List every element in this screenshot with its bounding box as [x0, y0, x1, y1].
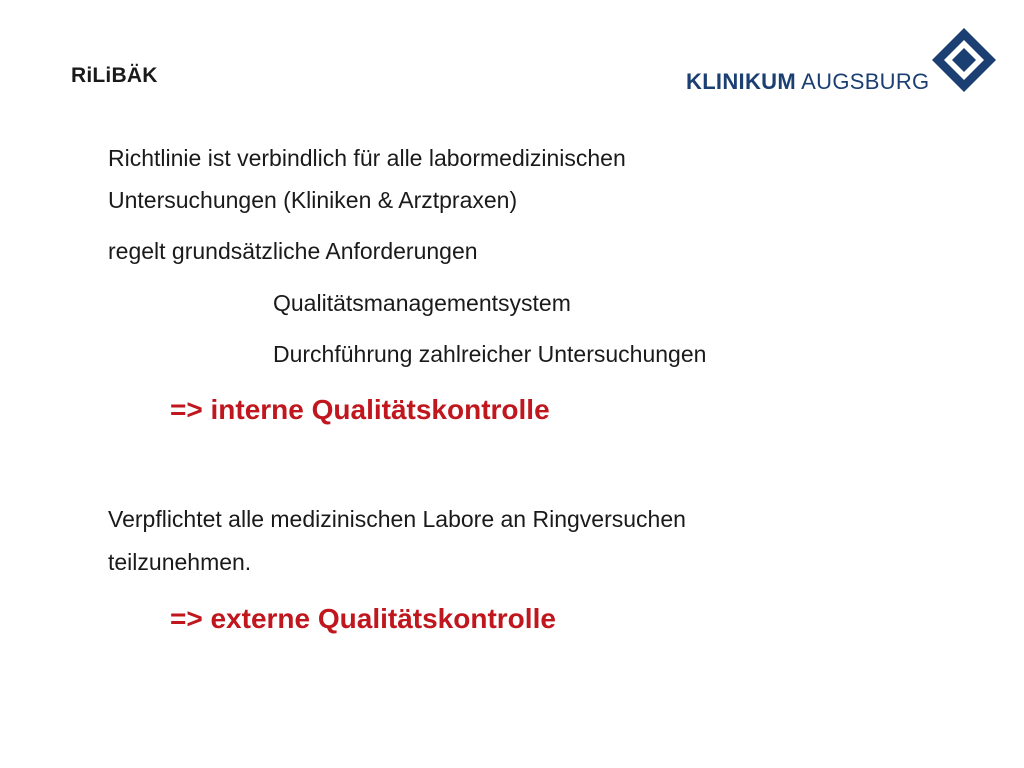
sub-item-2: Durchführung zahlreicher Untersuchungen — [273, 341, 707, 367]
logo-brand-light: AUGSBURG — [795, 69, 930, 94]
paragraph-1-line-2: Untersuchungen (Kliniken & Arztpraxen) — [108, 187, 518, 213]
paragraph-1-line-1: Richtlinie ist verbindlich für alle labormedizinischen — [108, 145, 626, 171]
logo-text — [686, 69, 929, 95]
diamond-logo-icon — [932, 28, 996, 92]
paragraph-3-line-1: Verpflichtet alle medizinischen Labore an Ringversuchen — [108, 506, 686, 532]
sub-item-1: Qualitätsmanagementsystem — [273, 290, 571, 316]
paragraph-3-line-2: teilzunehmen. — [108, 549, 252, 575]
conclusion-external: => externe Qualitätskontrolle — [170, 603, 556, 634]
klinikum-augsburg-logo — [684, 28, 1004, 98]
paragraph-2: regelt grundsätzliche Anforderungen — [108, 238, 478, 264]
slide-title: RiLiBÄK — [71, 64, 158, 87]
logo-brand-bold: KLINIKUM — [686, 69, 796, 94]
conclusion-internal: => interne Qualitätskontrolle — [170, 394, 550, 425]
